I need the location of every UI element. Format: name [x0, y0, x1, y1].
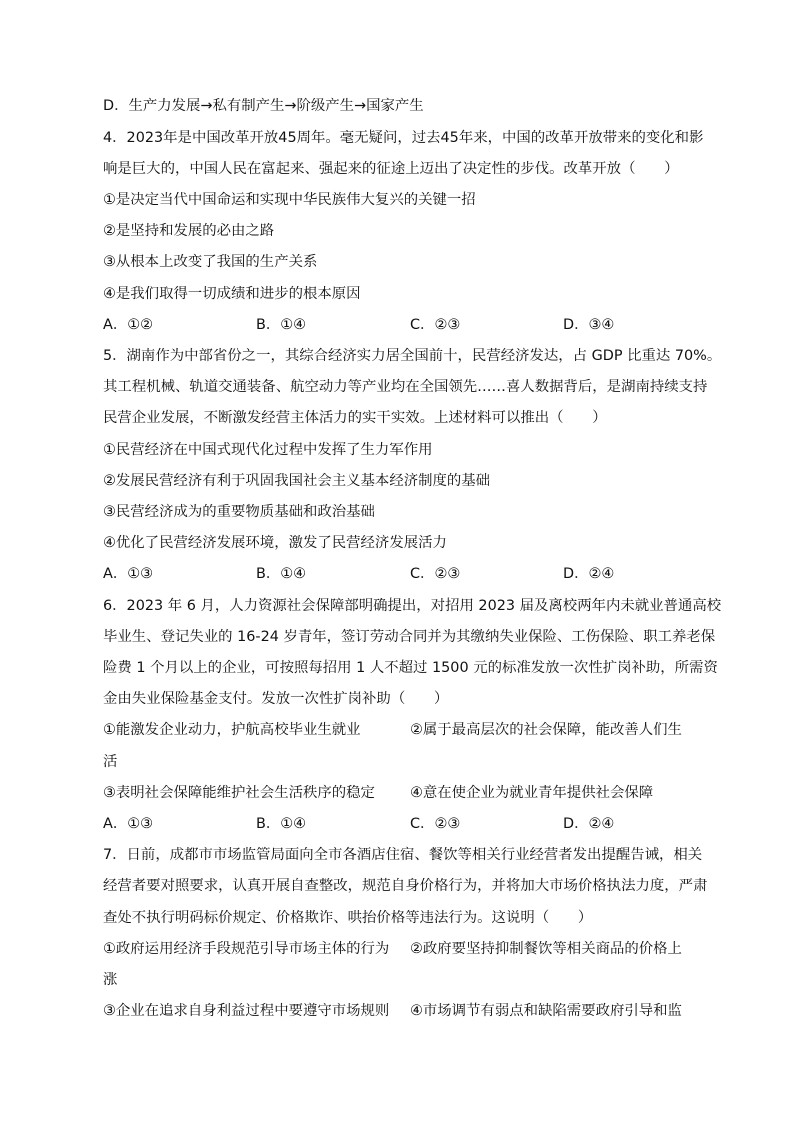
q5-option-c: C．②③ — [410, 566, 461, 582]
q5-statement-1: ①民营经济在中国式现代化过程中发挥了生力军作用 — [103, 442, 433, 458]
q6-option-c: C．②③ — [410, 816, 461, 832]
q7-statement-3: ③企业在追求自身利益过程中要遵守市场规则 — [103, 1003, 390, 1019]
q5-option-a: A．①③ — [103, 566, 154, 582]
q4-option-c: C．②③ — [410, 317, 461, 333]
q5-option-b: B．①④ — [256, 566, 307, 582]
q4-stem-line-2: 响是巨大的，中国人民在富起来、强起来的征途上迈出了决定性的步伐。改革开放（ ） — [103, 161, 679, 177]
q4-statement-2: ②是坚持和发展的必由之路 — [103, 223, 275, 239]
q7-statement-2: ②政府要坚持抑制餐饮等相关商品的价格上 — [410, 941, 682, 957]
q6-option-b: B．①④ — [256, 816, 307, 832]
q4-option-a: A．①② — [103, 317, 154, 333]
q4-statement-1: ①是决定当代中国命运和实现中华民族伟大复兴的关键一招 — [103, 192, 476, 208]
q4-statement-4: ④是我们取得一切成绩和进步的根本原因 — [103, 286, 361, 302]
q7-stem-line-2: 经营者要对照要求，认真开展自查整改，规范自身价格行为，并将加大市场价格执法力度，严肃 — [103, 878, 708, 894]
q6-stem-line-3: 险费 1 个月以上的企业，可按照每招用 1 人不超过 1500 元的标准发放一次性扩岗补助，所需资 — [103, 660, 718, 676]
q6-stem-line-2: 毕业生、登记失业的 16-24 岁青年，签订劳动合同并为其缴纳失业保险、工伤保险、职工养老保 — [103, 629, 716, 645]
q5-option-d: D．②④ — [563, 566, 615, 582]
q5-stem-line-2: 其工程机械、轨道交通装备、航空动力等产业均在全国领先……喜人数据背后，是湖南持续支持 — [103, 379, 708, 395]
q6-stem-line-1: 6．2023 年 6 月，人力资源社会保障部明确提出，对招用 2023 届及离校两年内未就业普通高校 — [103, 598, 722, 614]
q5-stem-line-3: 民营企业发展，不断激发经营主体活力的实干实效。上述材料可以推出（ ） — [103, 410, 607, 426]
q6-statement-1: ①能激发企业动力，护航高校毕业生就业 — [103, 722, 361, 738]
q6-stem-line-4: 金由失业保险基金支付。发放一次性扩岗补助（ ） — [103, 691, 449, 707]
q4-option-d: D．③④ — [563, 317, 615, 333]
q6-statement-4: ④意在使企业为就业青年提供社会保障 — [410, 785, 654, 801]
q7-statement-1: ①政府运用经济手段规范引导市场主体的行为 — [103, 941, 390, 957]
q7-stem-line-3: 查处不执行明码标价规定、价格欺诈、哄抬价格等违法行为。这说明（ ） — [103, 910, 593, 926]
q6-statement-3: ③表明社会保障能维护社会生活秩序的稳定 — [103, 785, 375, 801]
q6-statement-2: ②属于最高层次的社会保障，能改善人们生 — [410, 722, 682, 738]
q6-option-d: D．②④ — [563, 816, 615, 832]
q7-statement-4: ④市场调节有弱点和缺陷需要政府引导和监 — [410, 1003, 682, 1019]
q5-statement-4: ④优化了民营经济发展环境，激发了民营经济发展活力 — [103, 535, 447, 551]
q4-statement-3: ③从根本上改变了我国的生产关系 — [103, 254, 318, 270]
q7-statement-2-wrap: 涨 — [103, 972, 118, 988]
q5-stem-line-1: 5．湖南作为中部省份之一，其综合经济实力居全国前十，民营经济发达，占 GDP 比重达 70%。 — [103, 348, 722, 364]
q6-statement-2-wrap: 活 — [103, 754, 118, 770]
q5-statement-3: ③民营经济成为的重要物质基础和政治基础 — [103, 504, 375, 520]
q7-stem-line-1: 7．日前，成都市市场监管局面向全市各酒店住宿、餐饮等相关行业经营者发出提醒告诫，相关 — [103, 847, 703, 863]
q4-option-b: B．①④ — [256, 317, 307, 333]
q6-option-a: A．①③ — [103, 816, 154, 832]
previous-option-d: D．生产力发展→私有制产生→阶级产生→国家产生 — [103, 98, 424, 114]
q5-statement-2: ②发展民营经济有利于巩固我国社会主义基本经济制度的基础 — [103, 473, 491, 489]
q4-stem-line-1: 4．2023年是中国改革开放45周年。毫无疑问，过去45年来，中国的改革开放带来的变化和影 — [103, 130, 704, 146]
